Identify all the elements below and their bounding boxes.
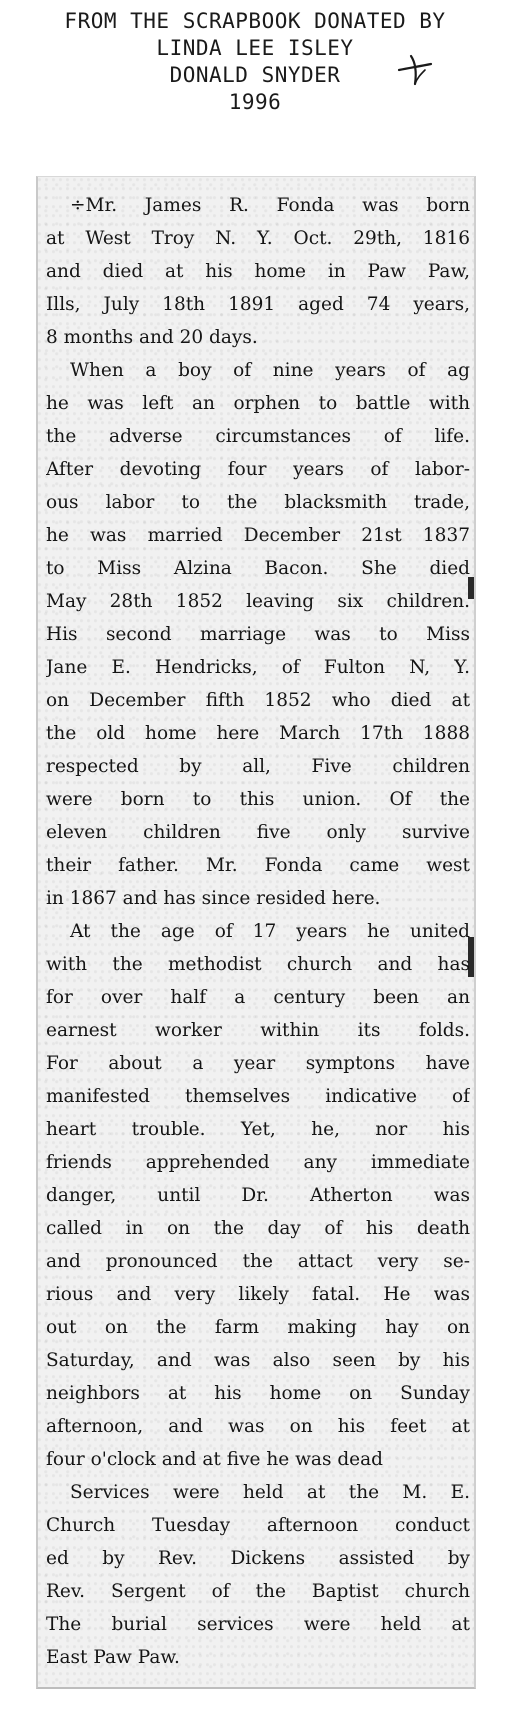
obituary-line: the adverse circumstances of life. — [46, 426, 470, 447]
obituary-line: their father. Mr. Fonda came west — [46, 855, 470, 876]
obituary-line: For about a year symptons have — [46, 1053, 470, 1074]
obituary-line: neighbors at his home on Sunday — [46, 1383, 470, 1404]
obituary-line: he was married December 21st 1837 — [46, 525, 470, 546]
obituary-line: manifested themselves indicative of — [46, 1086, 470, 1107]
obituary-line: on December fifth 1852 who died at — [46, 690, 470, 711]
obituary-line: May 28th 1852 leaving six children. — [46, 591, 470, 612]
obituary-line: 8 months and 20 days. — [46, 327, 258, 348]
header-line-2: LINDA LEE ISLEY — [156, 36, 354, 60]
obituary-line: and died at his home in Paw Paw, — [46, 261, 470, 282]
obituary-text — [46, 189, 470, 1674]
obituary-line: afternoon, and was on his feet at — [46, 1416, 470, 1437]
obituary-line: he was left an orphen to battle with — [46, 393, 470, 414]
obituary-line: East Paw Paw. — [46, 1647, 180, 1668]
obituary-line: at West Troy N. Y. Oct. 29th, 1816 — [46, 228, 470, 249]
obituary-line: After devoting four years of labor- — [46, 459, 470, 480]
obituary-line: with the methodist church and has — [46, 954, 470, 975]
obituary-line: Ills, July 18th 1891 aged 74 years, — [46, 294, 470, 315]
obituary-line: out on the farm making hay on — [46, 1317, 470, 1338]
obituary-line: to Miss Alzina Bacon. She died — [46, 558, 470, 579]
obituary-line: were born to this union. Of the — [46, 789, 470, 810]
obituary-line: called in on the day of his death — [46, 1218, 470, 1239]
obituary-line: ÷Mr. James R. Fonda was born — [70, 195, 470, 216]
obituary-line: eleven children five only survive — [46, 822, 470, 843]
header-line-4: 1996 — [228, 90, 282, 114]
header-line-1: FROM THE SCRAPBOOK DONATED BY — [64, 9, 446, 33]
obituary-line: heart trouble. Yet, he, nor his — [46, 1119, 470, 1140]
obituary-line: ous labor to the blacksmith trade, — [46, 492, 470, 513]
obituary-line: rious and very likely fatal. He was — [46, 1284, 470, 1305]
obituary-line: When a boy of nine years of ag — [70, 360, 470, 381]
obituary-line: earnest worker within its folds. — [46, 1020, 470, 1041]
obituary-line: At the age of 17 years he united — [70, 921, 470, 942]
handwritten-cross-mark — [395, 48, 435, 88]
obituary-line: The burial services were held at — [46, 1614, 470, 1635]
obituary-line: Jane E. Hendricks, of Fulton N, Y. — [46, 657, 470, 678]
obituary-line: Saturday, and was also seen by his — [46, 1350, 470, 1371]
header-line-3: DONALD SNYDER — [169, 63, 341, 87]
obituary-line: Services were held at the M. E. — [70, 1482, 470, 1503]
obituary-line: respected by all, Five children — [46, 756, 470, 777]
obituary-line: friends apprehended any immediate — [46, 1152, 470, 1173]
obituary-line: for over half a century been an — [46, 987, 470, 1008]
obituary-line: and pronounced the attact very se- — [46, 1251, 470, 1272]
obituary-line: in 1867 and has since resided here. — [46, 888, 381, 909]
newspaper-clipping — [36, 176, 476, 1689]
obituary-line: Rev. Sergent of the Baptist church — [46, 1581, 470, 1602]
obituary-line: His second marriage was to Miss — [46, 624, 470, 645]
obituary-line: Church Tuesday afternoon conduct — [46, 1515, 470, 1536]
obituary-line: four o'clock and at five he was dead — [46, 1449, 383, 1470]
obituary-line: the old home here March 17th 1888 — [46, 723, 470, 744]
obituary-line: ed by Rev. Dickens assisted by — [46, 1548, 470, 1569]
obituary-line: danger, until Dr. Atherton was — [46, 1185, 470, 1206]
